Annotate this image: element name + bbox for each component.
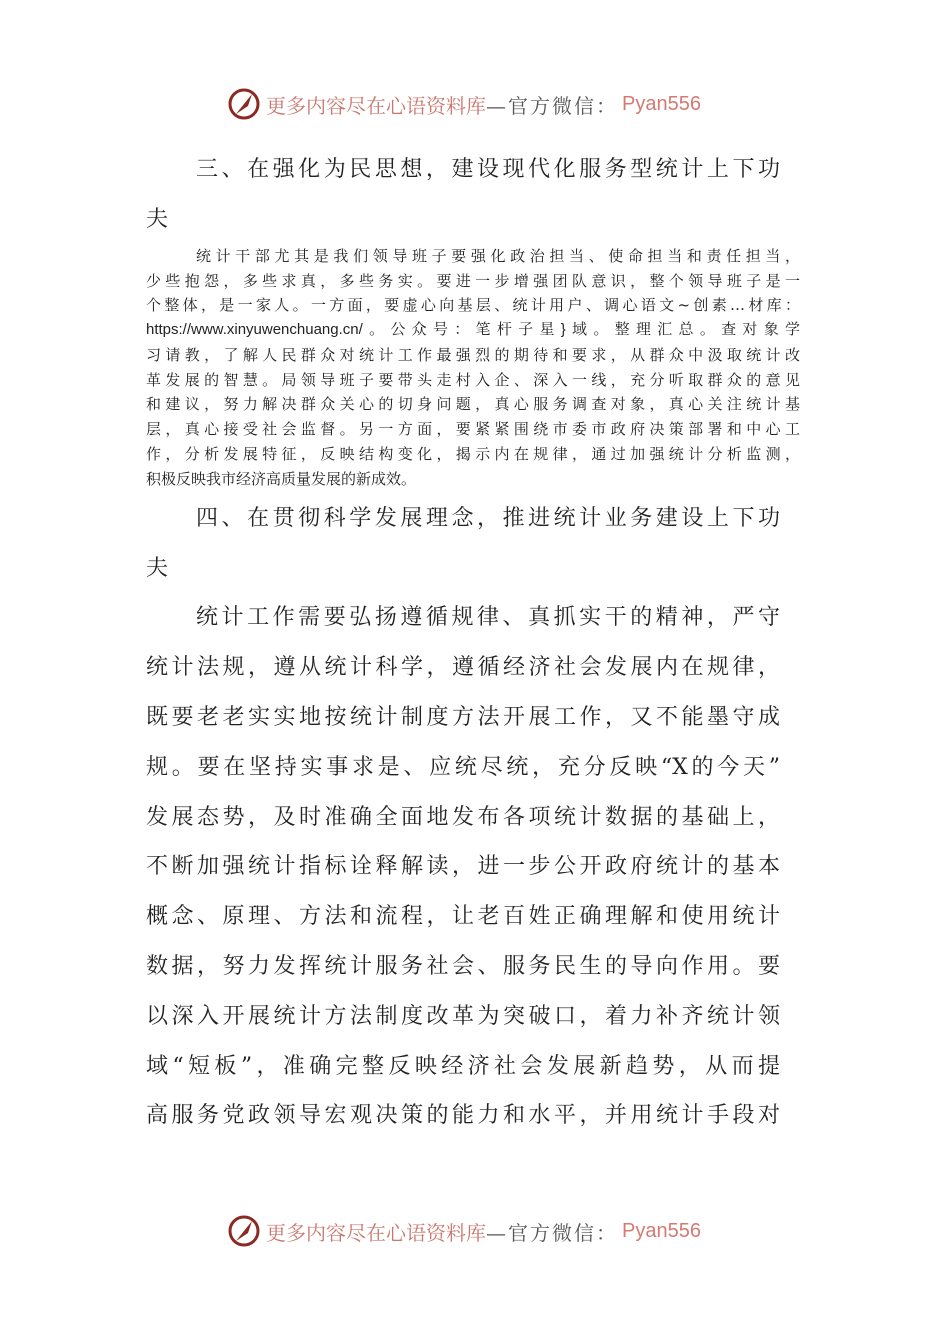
quill-logo-icon (226, 86, 262, 122)
paragraph-line: 和建议，努力解决群众关心的切身问题，真心服务调查对象，真心关注统计基 (146, 395, 800, 413)
paragraph-line: 不断加强统计指标诠释解读，进一步公开政府统计的基本 (146, 854, 780, 879)
section-heading: 四、在贯彻科学发展理念，推进统计业务建设上下功 (196, 506, 780, 531)
paragraph-line: 层，真心接受社会监督。另一方面，要紧紧围绕市委市政府决策部署和中心工 (146, 420, 800, 438)
paragraph-line: 统计法规，遵从统计科学，遵循经济社会发展内在规律， (146, 655, 780, 680)
paragraph-line: 概念、原理、方法和流程，让老百姓正确理解和使用统计 (146, 904, 780, 929)
paragraph-line: 发展态势，及时准确全面地发布各项统计数据的基础上， (146, 805, 780, 830)
banner-wechat-label: —官方微信： (486, 1220, 618, 1245)
paragraph-line: 以深入开展统计方法制度改革为突破口，着力补齐统计领 (146, 1004, 780, 1029)
footer-banner (226, 1211, 701, 1251)
paragraph-line: 既要老老实实地按统计制度方法开展工作，又不能墨守成 (146, 705, 780, 730)
paragraph-line: 高服务党政领导宏观决策的能力和水平，并用统计手段对 (146, 1103, 780, 1128)
paragraph-line: 统计工作需要弘扬遵循规律、真抓实干的精神，严守 (196, 605, 780, 630)
paragraph-line: 积极反映我市经济高质量发展的新成效。 (146, 470, 417, 488)
banner-text: 更多内容尽在心语资料库 (266, 1220, 486, 1245)
paragraph-line: 革发展的智慧。局领导班子要带头走村入企、深入一线，充分听取群众的意见 (146, 371, 800, 389)
paragraph-line: 规。要在坚持实事求是、应统尽统，充分反映“X的今天” (146, 755, 780, 780)
paragraph-line: 习请教，了解人民群众对统计工作最强烈的期待和要求，从群众中汲取统计改 (146, 346, 800, 364)
banner-wechat-label: —官方微信： (486, 93, 618, 118)
banner-text: 更多内容尽在心语资料库 (266, 93, 486, 118)
quill-logo-icon (226, 1213, 262, 1249)
paragraph-line: 域“短板”，准确完整反映经济社会发展新趋势，从而提 (146, 1054, 780, 1079)
section-heading: 三、在强化为民思想，建设现代化服务型统计上下功 (196, 157, 780, 182)
paragraph-line: 统计干部尤其是我们领导班子要强化政治担当、使命担当和责任担当， (196, 247, 800, 265)
section-heading-cont: 夫 (146, 207, 169, 232)
header-banner (226, 84, 701, 124)
paragraph-line: https://www.xinyuwenchuang.cn/。公众号：笔杆子星}域。整理汇总。查对象学 (146, 321, 800, 338)
paragraph-line: 少些抱怨，多些求真，多些务实。要进一步增强团队意识，整个领导班子是一 (146, 272, 800, 290)
banner-wechat-id: Pyan556 (622, 92, 701, 115)
paragraph-line: 数据，努力发挥统计服务社会、服务民生的导向作用。要 (146, 954, 780, 979)
section-heading-cont: 夫 (146, 556, 169, 581)
paragraph-line: 个整体，是一家人。一方面，要虚心向基层、统计用户、调心语文~创素…材库： (146, 296, 800, 314)
paragraph-line: 作，分析发展特征，反映结构变化，揭示内在规律，通过加强统计分析监测， (146, 445, 800, 463)
banner-wechat-id: Pyan556 (622, 1219, 701, 1242)
